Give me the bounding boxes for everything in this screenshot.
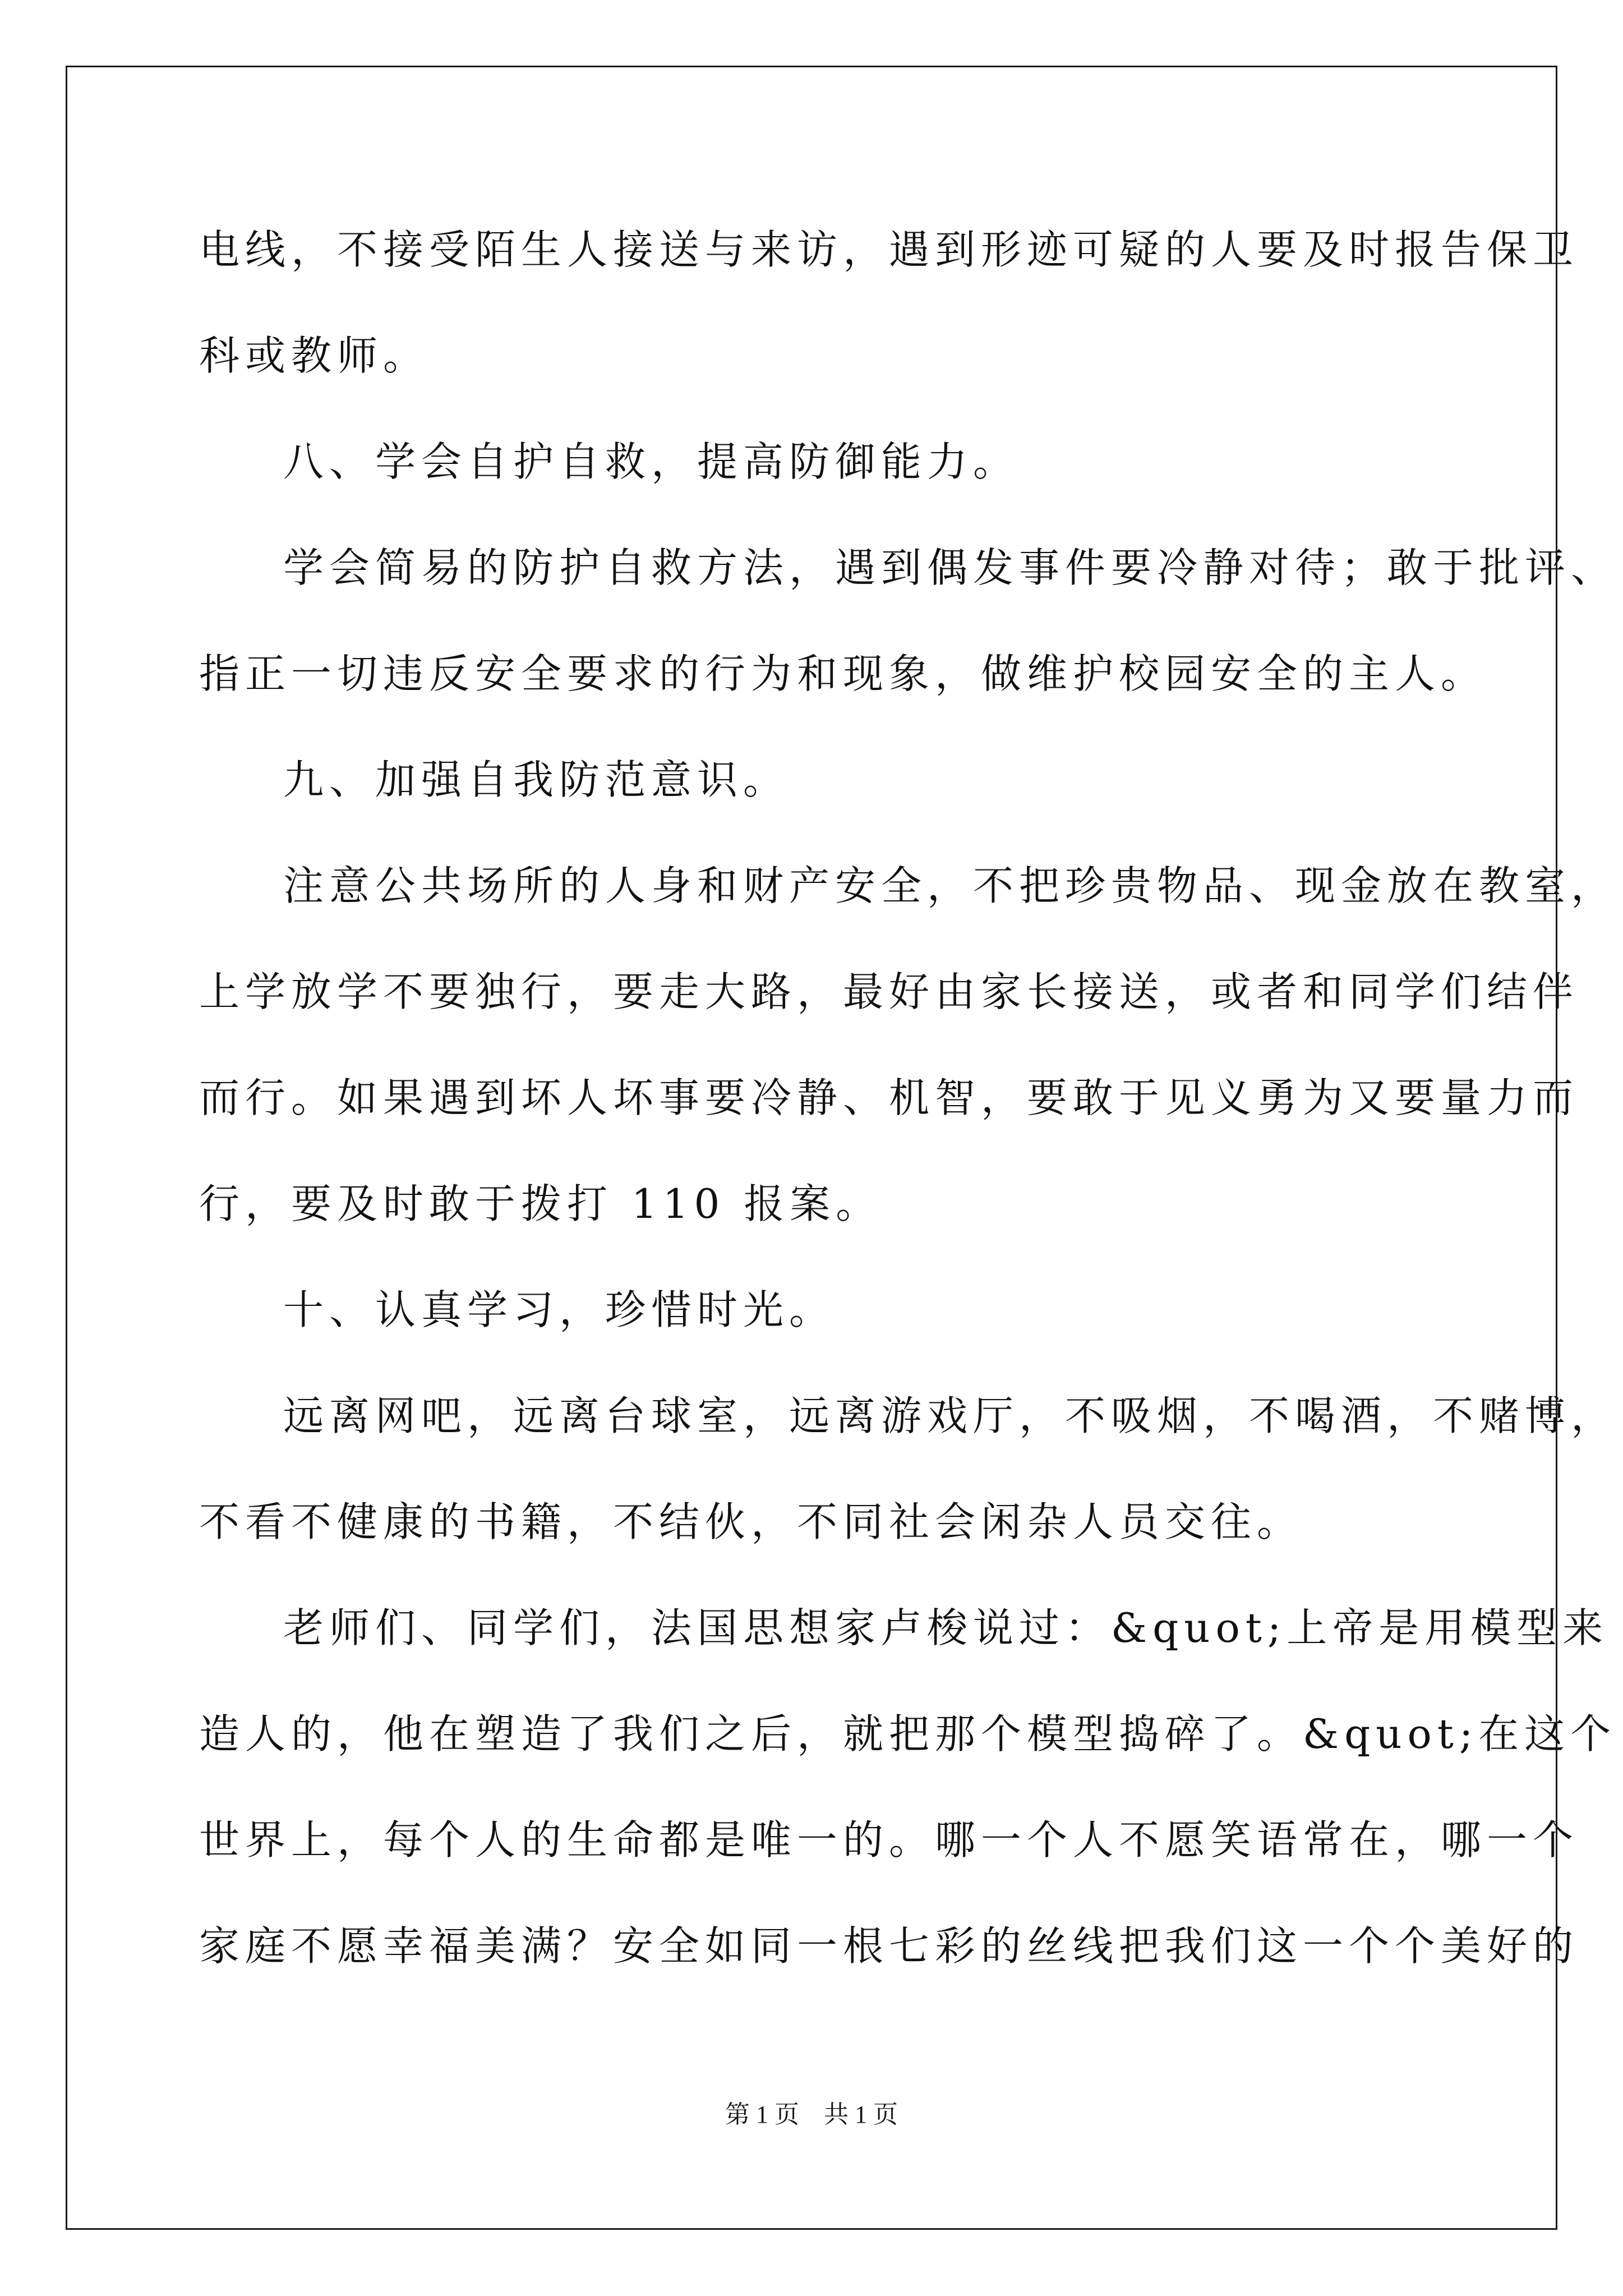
text-line: 指正一切违反安全要求的行为和现象，做维护校园安全的主人。 (199, 650, 1487, 697)
text-line: 八、学会自护自救，提高防御能力。 (283, 438, 1020, 485)
text-line: 世界上，每个人的生命都是唯一的。哪一个人不愿笑语常在，哪一个 (199, 1816, 1579, 1864)
page-footer: 第 1 页 共 1 页 (725, 2101, 898, 2128)
text-line: 行，要及时敢于拨打 110 报案。 (199, 1180, 882, 1227)
text-line: 科或教师。 (199, 332, 430, 379)
text-line: 九、加强自我防范意识。 (283, 756, 790, 803)
text-line: 老师们、同学们，法国思想家卢梭说过：&quot;上帝是用模型来 (283, 1604, 1609, 1651)
text-line: 造人的，他在塑造了我们之后，就把那个模型捣碎了。&quot;在这个 (199, 1710, 1617, 1757)
document-body (199, 216, 1617, 2018)
text-line: 电线，不接受陌生人接送与来访，遇到形迹可疑的人要及时报告保卫 (199, 226, 1579, 273)
text-line: 不看不健康的书籍，不结伙，不同社会闲杂人员交往。 (199, 1498, 1303, 1545)
text-line: 而行。如果遇到坏人坏事要冷静、机智，要敢于见义勇为又要量力而 (199, 1074, 1579, 1121)
text-line: 上学放学不要独行，要走大路，最好由家长接送，或者和同学们结伴 (199, 968, 1579, 1015)
text-line: 学会简易的防护自救方法，遇到偶发事件要冷静对待；敢于批评、 (283, 544, 1617, 591)
text-line: 十、认真学习，珍惜时光。 (283, 1286, 836, 1333)
text-line: 远离网吧，远离台球室，远离游戏厅，不吸烟，不喝酒，不赌博， (283, 1392, 1617, 1439)
text-line: 家庭不愿幸福美满？安全如同一根七彩的丝线把我们这一个个美好的 (199, 1922, 1579, 1970)
text-line: 注意公共场所的人身和财产安全，不把珍贵物品、现金放在教室， (283, 862, 1617, 909)
